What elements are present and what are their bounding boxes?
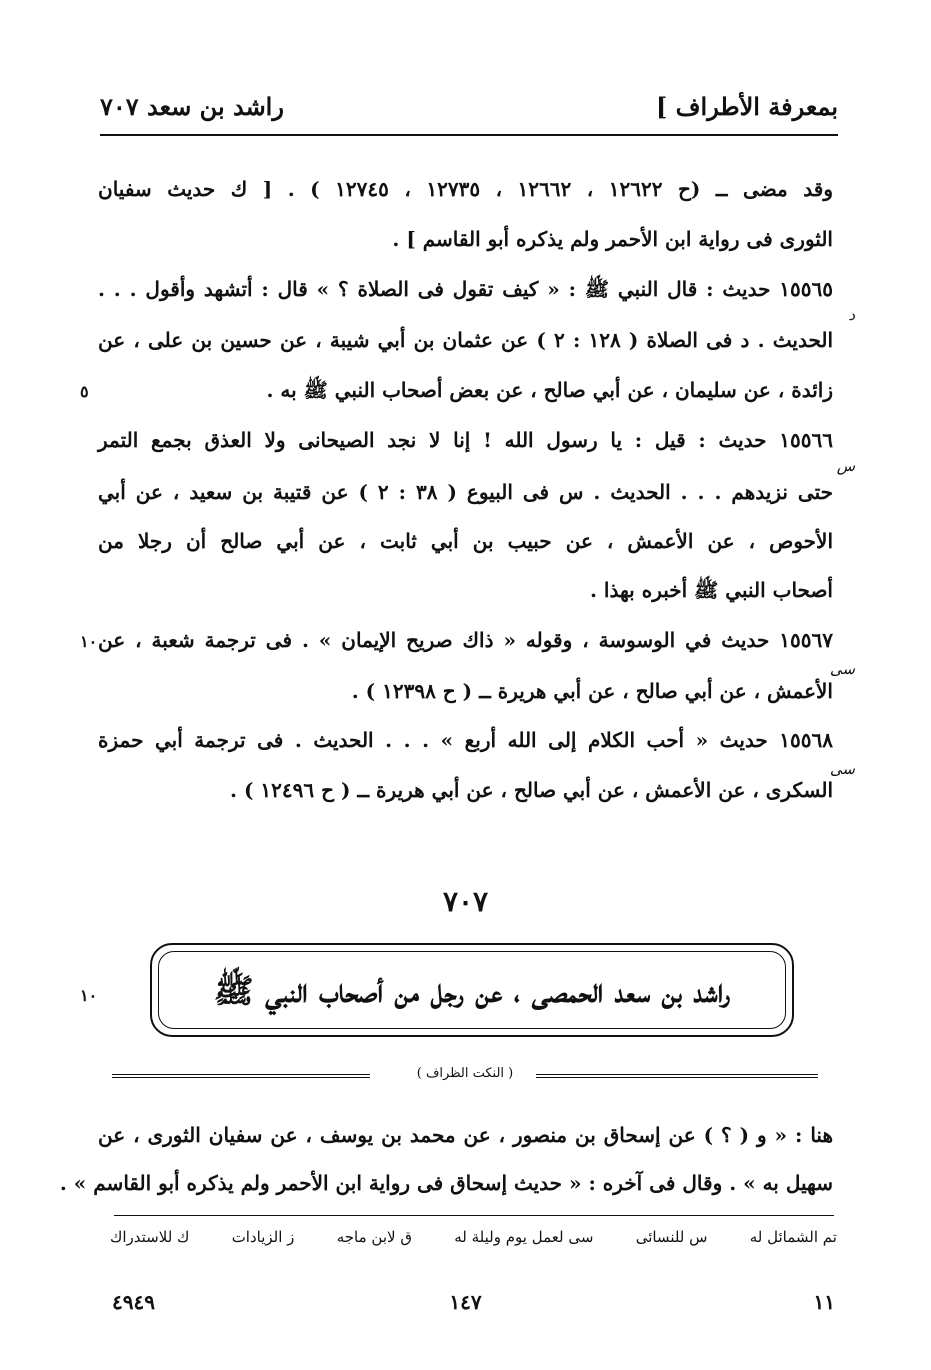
siglum: س xyxy=(836,457,855,475)
running-head-right: بمعرفة الأطراف ] xyxy=(655,92,838,121)
section-separator xyxy=(112,1066,818,1086)
text-line: أصحاب النبي ﷺ أخبره بهذا . xyxy=(589,578,833,602)
note-line: سهيل به » . وقال فى آخره : « حديث إسحاق فى رواية ابن الأحمر ولم يذكره أبو القاسم » . xyxy=(59,1171,833,1195)
chapter-title-box xyxy=(150,943,794,1037)
abbr-item: ق لابن ماجه xyxy=(336,1228,412,1246)
abbr-item: س للنسائى xyxy=(635,1228,708,1246)
hadith-line-15568: ١٥٥٦٨ حديث « أحب الكلام إلى الله أربع » . . . الحديث . فى ترجمة أبي حمزة xyxy=(98,728,833,752)
hadith-line-15565: ١٥٥٦٥ حديث : قال النبي ﷺ : « كيف تقول فى الصلاة ؟ » قال : أتشهد وأقول . . . xyxy=(98,277,833,301)
running-head-left: راشد بن سعد ٧٠٧ xyxy=(100,92,284,121)
text-line: الثورى فى رواية ابن الأحمر ولم يذكره أبو القاسم ] . xyxy=(392,227,833,251)
abbr-item: تم الشمائل له xyxy=(749,1228,837,1246)
volume-number: ١١ xyxy=(813,1290,835,1314)
abbr-item: ز الزيادات xyxy=(231,1228,295,1246)
text-line: الحديث . د فى الصلاة ( ١٢٨ : ٢ ) عن عثمان بن أبي شيبة ، عن حسين بن على ، عن xyxy=(98,328,833,352)
abbr-item: سى لعمل يوم وليلة له xyxy=(454,1228,594,1246)
siglum: سى xyxy=(829,760,855,778)
siglum: سى xyxy=(829,660,855,678)
siglum: د xyxy=(848,306,855,324)
separator-label: ( النكت الظراف ) xyxy=(416,1066,514,1081)
hadith-line-15566: ١٥٥٦٦ حديث : قيل : يا رسول الله ! إنا لا نجد الصيحانى ولا العذق بجمع التمر xyxy=(98,428,833,452)
abbreviation-key xyxy=(110,1228,837,1246)
text-line: الأحوص ، عن الأعمش ، عن حبيب بن أبي ثابت ، عن أبي صالح أن رجلا من xyxy=(98,529,833,553)
text-line: زائدة ، عن سليمان ، عن أبي صالح ، عن بعض أصحاب النبي ﷺ به . xyxy=(266,378,833,402)
running-head xyxy=(100,88,838,132)
serial-number: ٤٩٤٩ xyxy=(112,1290,155,1314)
margin-line-number: ١٠ xyxy=(80,632,98,651)
text-line: حتى نزيدهم . . . الحديث . س فى البيوع ( ٣٨ : ٢ ) عن قتيبة بن سعيد ، عن أبي xyxy=(98,480,833,504)
chapter-number: ٧٠٧ xyxy=(442,885,489,918)
margin-line-number: ١٠ xyxy=(80,986,98,1005)
footer-rule xyxy=(114,1215,834,1216)
chapter-title: راشد بن سعد الحمصى ، عن رجل من أصحاب النبي ﷺ xyxy=(213,971,731,1010)
note-line: هنا : « و ( ؟ ) عن إسحاق بن منصور ، عن محمد بن يوسف ، عن سفيان الثورى ، عن xyxy=(98,1123,833,1147)
text-line: الأعمش ، عن أبي صالح ، عن أبي هريرة ــ ( ح ١٢٣٩٨ ) . xyxy=(351,679,833,703)
abbr-item: ك للاستدراك xyxy=(110,1228,190,1246)
margin-line-number: ٥ xyxy=(80,382,89,401)
header-rule xyxy=(100,134,838,136)
text-line: وقد مضى ــ (ح ١٢٦٢٢ ، ١٢٦٦٢ ، ١٢٧٣٥ ، ١٢٧٤٥ ) . [ ك حديث سفيان xyxy=(98,177,833,201)
hadith-line-15567: ١٥٥٦٧ حديث في الوسوسة ، وقوله « ذاك صريح الإيمان » . فى ترجمة شعبة ، عن xyxy=(98,628,833,652)
text-line: السكرى ، عن الأعمش ، عن أبي صالح ، عن أبي هريرة ــ ( ح ١٢٤٩٦ ) . xyxy=(230,778,833,802)
page-number: ١٤٧ xyxy=(449,1290,482,1314)
